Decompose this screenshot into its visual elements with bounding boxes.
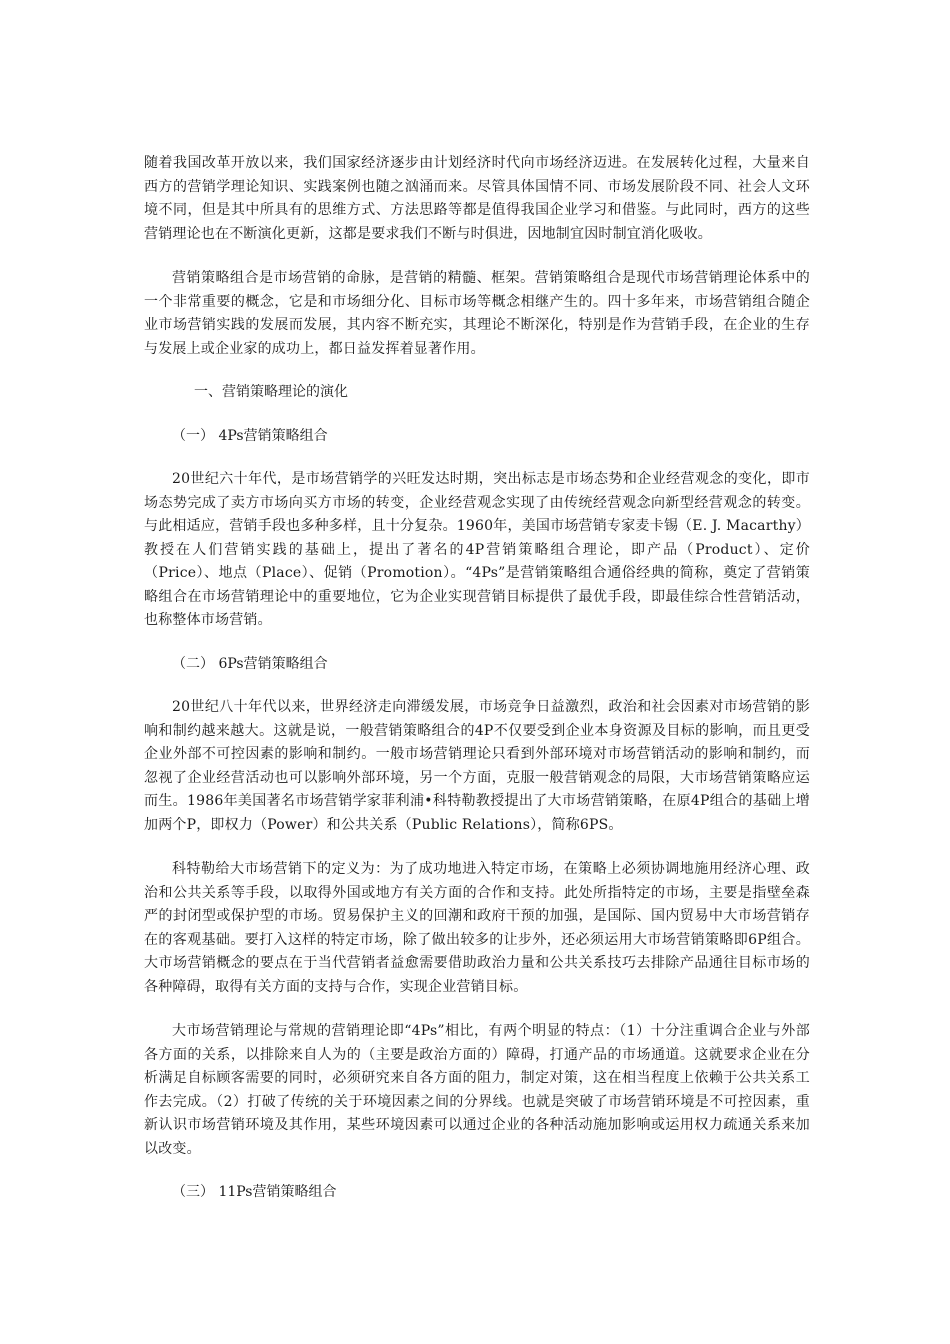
comparison-paragraph: 大市场营销理论与常规的营销理论即“4Ps”相比，有两个明显的特点：（1）十分注重调合企业与外部各方面的关系，以排除来自人为的（主要是政治方面的）障碍，打通产品的市场通道。这就要求企业在分析满足自标顾客需要的同时，必须研究来自各方面的阻力，制定对策，这在相当程度上依赖于公共关系工作去完成。（2）打破了传统的关于环境因素之间的分界线。也就是突破了市场营销环境是不可控因素，重新认识市场营销环境及其作用，某些环境因素可以通过企业的各种活动施加影响或运用权力疏通关系来加以改变。: [144, 1023, 810, 1157]
subsection-heading-11ps: （三） 11Ps营销策略组合: [172, 1184, 337, 1200]
section-heading-evolution: 一、营销策略理论的演化: [194, 384, 348, 400]
marketing-mix-paragraph: 营销策略组合是市场营销的命脉，是营销的精髓、框架。营销策略组合是现代市场营销理论体系中的一个非常重要的概念，它是和市场细分化、目标市场等概念相继产生的。四十多年来，市场营销组合随企业市场营销实践的发展而发展，其内容不断充实，其理论不断深化，特别是作为营销手段，在企业的生存与发展上或企业家的成功上，都日益发挥着显著作用。: [144, 270, 810, 357]
subsection-heading-4ps: （一） 4Ps营销策略组合: [172, 427, 328, 444]
subsection-heading-6ps: （二） 6Ps营销策略组合: [172, 655, 328, 672]
4ps-paragraph: 20世纪六十年代，是市场营销学的兴旺发达时期，突出标志是市场态势和企业经营观念的变化，即市场态势完成了卖方市场向买方市场的转变，企业经营观念实现了由传统经营观念向新型经营观念的转变。与此相适应，营销手段也多种多样，且十分复杂。1960年，美国市场营销专家麦卡锡（E. J. Macarthy）教授在人们营销实践的基础上，提出了著名的4P营销策略组合理论，即产品（Product）、定价（Price）、地点（Place）、促销（Promotion）。“4Ps”是营销策略组合通俗经典的简称，奠定了营销策略组合在市场营销理论中的重要地位，它为企业实现营销目标提供了最优手段，即最佳综合性营销活动，也称整体市场营销。: [144, 471, 810, 628]
document-body: [144, 152, 810, 1205]
6ps-paragraph: 20世纪八十年代以来，世界经济走向滞缓发展，市场竞争日益激烈，政治和社会因素对市场营销的影响和制约越来越大。这就是说，一般营销策略组合的4P不仅要受到企业本身资源及目标的影响，而且更受企业外部不可控因素的影响和制约。一般市场营销理论只看到外部环境对市场营销活动的影响和制约，而忽视了企业经营活动也可以影响外部环境，另一个方面，克服一般营销观念的局限，大市场营销策略应运而生。1986年美国著名市场营销学家菲利浦•科特勒教授提出了大市场营销策略，在原4P组合的基础上增加两个P，即权力（Power）和公共关系（Public Relations），简称6PS。: [144, 699, 810, 833]
kotler-definition-paragraph: 科特勒给大市场营销下的定义为：为了成功地进入特定市场，在策略上必须协调地施用经济心理、政治和公共关系等手段，以取得外国或地方有关方面的合作和支持。此处所指特定的市场，主要是指壁垒森严的封闭型或保护型的市场。贸易保护主义的回潮和政府干预的加强，是国际、国内贸易中大市场营销存在的客观基础。要打入这样的特定市场，除了做出较多的让步外，还必须运用大市场营销策略即6P组合。大市场营销概念的要点在于当代营销者益愈需要借助政治力量和公共关系技巧去排除产品通往目标市场的各种障碍，取得有关方面的支持与合作，实现企业营销目标。: [144, 861, 810, 995]
intro-paragraph: 随着我国改革开放以来，我们国家经济逐步由计划经济时代向市场经济迈进。在发展转化过程，大量来自西方的营销学理论知识、实践案例也随之汹涌而来。尽管具体国情不同、市场发展阶段不同、社会人文环境不同，但是其中所具有的思维方式、方法思路等都是值得我国企业学习和借鉴。与此同时，西方的这些营销理论也在不断演化更新，这都是要求我们不断与时俱进，因地制宜因时制宜消化吸收。: [144, 155, 810, 242]
